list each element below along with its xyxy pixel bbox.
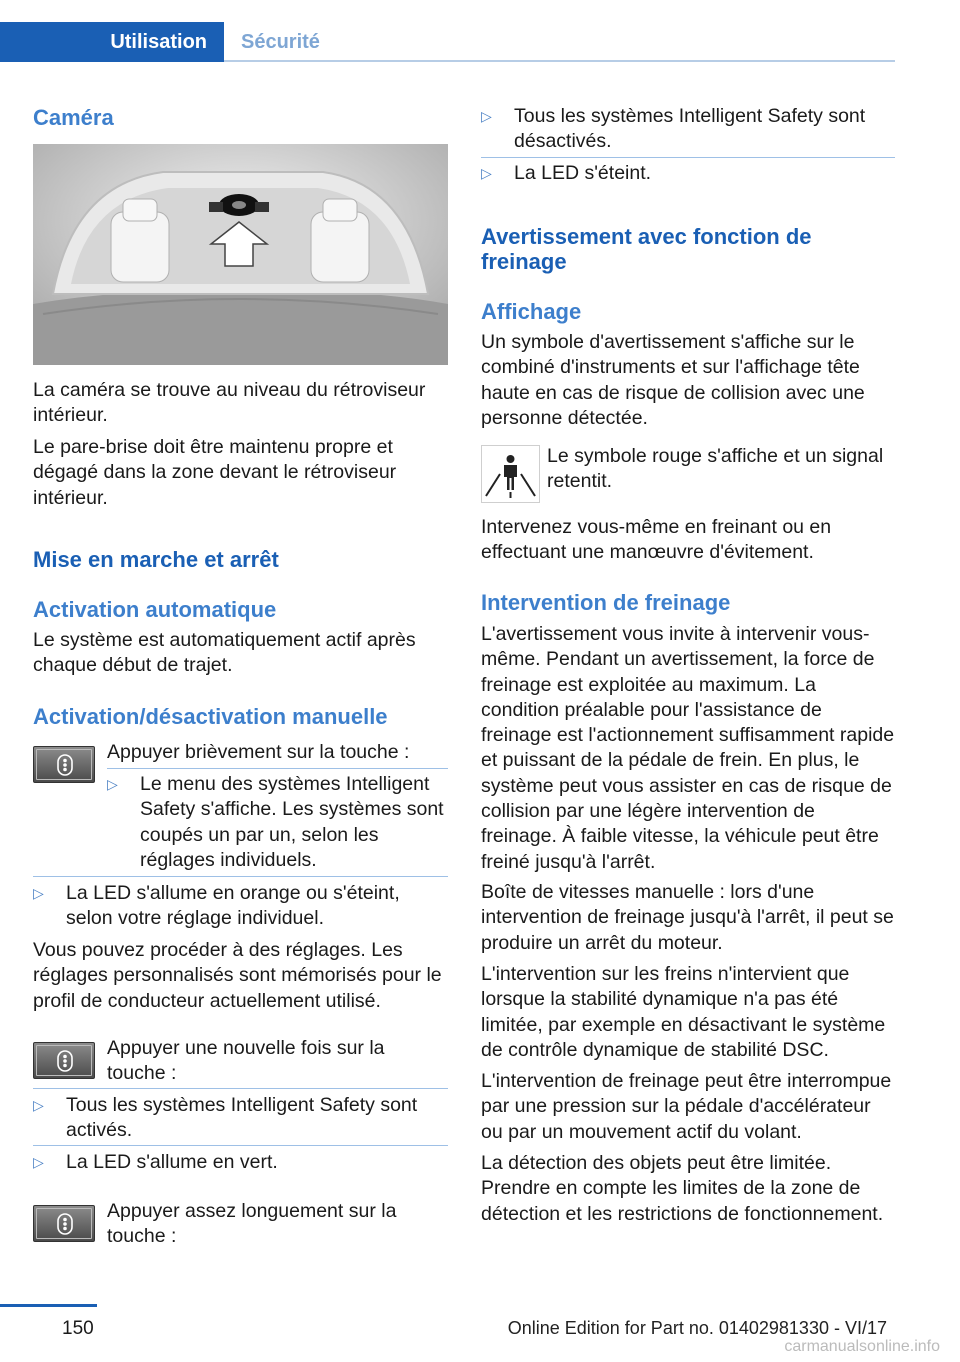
triangle-bullet-icon: ▷ bbox=[107, 776, 118, 792]
braking-text-1: L'avertissement vous invite à intervenir vous-même. Pendant un avertissement, la force de freinage est exploitée au maximum. La condition préalable pour l'assistance de freinage est l'actionnement suffisamment rapide et puissant de la pédale de frein. En plus, le système peut vous assister en cas de risque de collision par une légère intervention de freinage. À faible vitesse, la véhicule peut être freiné jusqu'à l'arrêt. bbox=[481, 623, 895, 873]
tab-utilisation[interactable]: Utilisation bbox=[0, 22, 224, 62]
triangle-bullet-icon: ▷ bbox=[481, 165, 492, 181]
triangle-bullet-icon: ▷ bbox=[33, 1097, 44, 1113]
intervene-text: Intervenez vous-même en freinant ou en effectuant une manœuvre d'évitement. bbox=[481, 516, 832, 564]
bullet-separator bbox=[33, 876, 448, 877]
bullet-separator bbox=[107, 768, 448, 769]
heading-avertissement: Avertissement avec fonction de freinage bbox=[481, 224, 812, 274]
bullet-separator bbox=[481, 157, 895, 158]
settings-text: Vous pouvez procéder à des réglages. Les réglages personnalisés sont mémorisés pour le profil de conducteur actuellement utilisé. bbox=[33, 939, 442, 1012]
intelligent-safety-button-icon bbox=[33, 746, 95, 783]
bullet-separator bbox=[33, 1088, 448, 1089]
heading-activation-automatique: Activation automatique bbox=[33, 597, 277, 622]
auto-text: Le système est automatiquement actif après chaque début de trajet. bbox=[33, 629, 416, 677]
press-again-text: Appuyer une nouvelle fois sur la touche : bbox=[107, 1037, 385, 1085]
footer-accent-line bbox=[0, 1304, 97, 1307]
press-long-text: Appuyer assez longuement sur la touche : bbox=[107, 1200, 397, 1248]
intelligent-safety-button-icon bbox=[33, 1042, 95, 1079]
camera-illustration bbox=[33, 144, 448, 365]
triangle-bullet-icon: ▷ bbox=[33, 885, 44, 901]
display-text: Un symbole d'avertissement s'affiche sur le combiné d'instruments et sur l'affichage tête haute en cas de risque de collision avec une personne détectée. bbox=[481, 331, 865, 429]
braking-text-4: L'intervention de freinage peut être interrompue par une pression sur la pédale d'accélérateur ou par un mouvement actif du volant. bbox=[481, 1070, 892, 1143]
camera-text-2: Le pare-brise doit être maintenu propre et dégagé dans la zone devant le rétroviseur intérieur. bbox=[33, 436, 397, 509]
watermark-text: carmanualsonline.info bbox=[784, 1338, 940, 1355]
heading-camera: Caméra bbox=[33, 105, 114, 130]
header-divider bbox=[224, 60, 895, 62]
triangle-bullet-icon: ▷ bbox=[481, 108, 492, 124]
camera-text-1: La caméra se trouve au niveau du rétroviseur intérieur. bbox=[33, 379, 426, 427]
bullet-led-green: ▷ La LED s'allume en vert. bbox=[33, 1151, 278, 1173]
heading-activation-manuelle: Activation/désactivation manuelle bbox=[33, 704, 388, 729]
page-number: 150 bbox=[62, 1318, 94, 1339]
tab-securite[interactable]: Sécurité bbox=[241, 31, 320, 53]
bullet-led-off: ▷ La LED s'éteint. bbox=[481, 162, 652, 184]
braking-text-5: La détection des objets peut être limitée. Prendre en compte les limites de la zone de détection et les restrictions de fonctionnement. bbox=[481, 1152, 884, 1225]
symbol-text: Le symbole rouge s'affiche et un signal retentit. bbox=[547, 445, 884, 493]
braking-text-2: Boîte de vitesses manuelle : lors d'une intervention de freinage jusqu'à l'arrêt, il peut se produire un arrêt du moteur. bbox=[481, 881, 894, 954]
edition-text: Online Edition for Part no. 01402981330 - VI/17 bbox=[507, 1318, 887, 1338]
header-bar bbox=[0, 0, 895, 62]
intelligent-safety-button-icon bbox=[33, 1205, 95, 1242]
bullet-separator bbox=[33, 1145, 448, 1146]
bullet-all-on: ▷ Tous les systèmes Intelligent Safety sont activés. bbox=[33, 1094, 418, 1142]
bullet-all-off: ▷ Tous les systèmes Intelligent Safety sont désactivés. bbox=[481, 105, 866, 153]
triangle-bullet-icon: ▷ bbox=[33, 1154, 44, 1170]
pedestrian-warning-icon bbox=[481, 445, 540, 503]
heading-intervention-freinage: Intervention de freinage bbox=[481, 590, 731, 615]
heading-affichage: Affichage bbox=[481, 299, 582, 324]
heading-mise-en-marche: Mise en marche et arrêt bbox=[33, 547, 279, 572]
braking-text-3: L'intervention sur les freins n'intervient que lorsque la stabilité dynamique n'a pas été limitée, par exemple en désactivant le système de contrôle dynamique de stabilité DSC. bbox=[481, 963, 886, 1061]
press-short-text: Appuyer brièvement sur la touche : bbox=[107, 741, 410, 763]
bullet-menu: ▷ Le menu des systèmes Intelligent Safety s'affiche. Les systèmes sont coupés un par un, selon les réglages individuels. bbox=[107, 773, 444, 871]
bullet-led-orange: ▷ La LED s'allume en orange ou s'éteint, selon votre réglage individuel. bbox=[33, 882, 400, 930]
